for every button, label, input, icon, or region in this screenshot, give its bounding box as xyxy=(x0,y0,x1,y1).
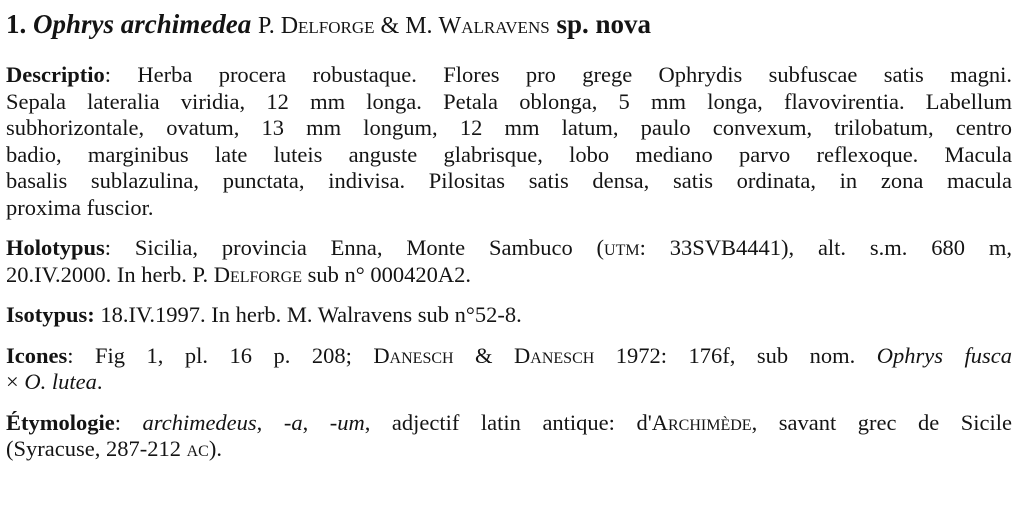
isotypus-label: Isotypus: xyxy=(6,302,95,327)
author-delforge: Delforge xyxy=(280,13,375,39)
descriptio-line-5: basalis sublazulina, punctata, indivisa. Pilositas satis densa, satis ordinata, in zona macula xyxy=(6,168,1012,193)
holotypus-line-1: Holotypus: Sicilia, provincia Enna, Monte Sambuco (utm: 33SVB4441), alt. s.m. 680 m, xyxy=(6,235,1012,260)
holotypus-label: Holotypus xyxy=(6,235,105,260)
descriptio-line-3: subhorizontale, ovatum, 13 mm longum, 12 mm latum, paulo convexum, trilobatum, centro xyxy=(6,115,1012,140)
utm-label: utm xyxy=(604,235,640,260)
species-name: Ophrys archimedea xyxy=(33,9,252,39)
species-number: 1. xyxy=(6,9,27,39)
icones-taxon-2: O. lutea xyxy=(24,369,97,394)
descriptio-section xyxy=(6,62,1012,221)
species-authors: P. Delforge & M. Walravens xyxy=(258,13,550,39)
descriptio-label: Descriptio xyxy=(6,62,105,87)
descriptio-line-4: badio, marginibus late luteis anguste glabrisque, lobo mediano parvo reflexoque. Macula xyxy=(6,141,1012,167)
icones-line-2: × O. lutea. xyxy=(6,369,103,394)
icones-label: Icones xyxy=(6,342,68,368)
etymologie-line-1: Étymologie: archimedeus, -a, -um, adjectif latin antique: d'Archimède, savant grec de Sicile xyxy=(6,409,1013,435)
descriptio-line-1: Descriptio: Herba procera robustaque. Flores pro grege Ophrydis subfuscae satis magni. xyxy=(6,62,1012,87)
isotypus-section xyxy=(6,302,1012,329)
icones-section xyxy=(6,343,1012,396)
etymologie-section xyxy=(6,410,1012,463)
holotypus-section xyxy=(6,235,1012,288)
icones-authors: Danesch & Danesch xyxy=(373,342,595,368)
icones-line-1: Icones: Fig 1, pl. 16 p. 208; Danesch & Danesch 1972: 176f, sub nom. Ophrys fusca xyxy=(6,342,1012,368)
species-status: sp. nova xyxy=(556,9,651,39)
era-label: ac xyxy=(186,436,209,461)
archimede-name: Archimède xyxy=(651,409,752,435)
etymologie-line-2: (Syracuse, 287-212 ac). xyxy=(6,436,222,461)
descriptio-line-2: Sepala lateralia viridia, 12 mm longa. Petala oblonga, 5 mm longa, flavovirentia. Labellum xyxy=(6,88,1012,114)
etymologie-label: Étymologie xyxy=(6,409,115,435)
holotypus-line-2: 20.IV.2000. In herb. P. Delforge sub n° 000420A2. xyxy=(6,261,471,287)
etymologie-word: archimedeus xyxy=(142,409,257,435)
author-walravens: Walravens xyxy=(438,13,550,39)
descriptio-line-6: proxima fuscior. xyxy=(6,194,154,220)
icones-taxon-1: Ophrys fusca xyxy=(876,342,1012,368)
species-title xyxy=(6,8,1012,42)
isotypus-line: Isotypus: 18.IV.1997. In herb. M. Walravens sub n°52-8. xyxy=(6,302,522,327)
collector-name: Delforge xyxy=(213,261,302,287)
